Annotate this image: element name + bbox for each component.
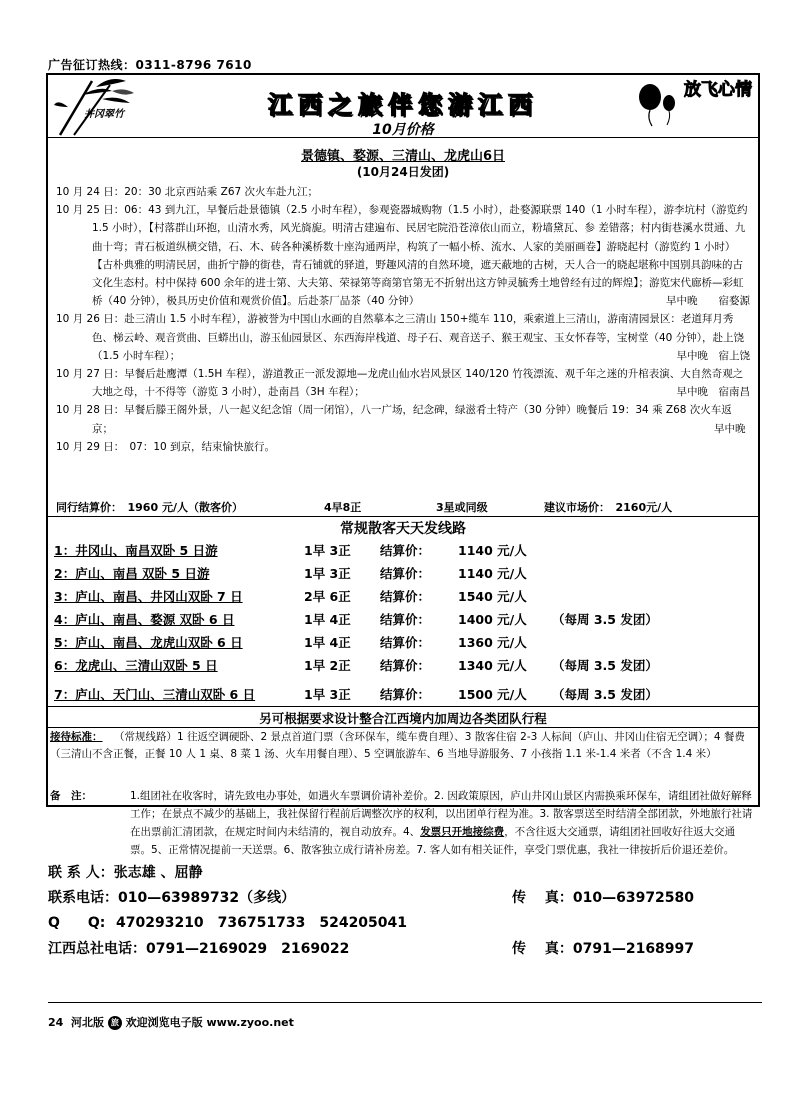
tour-meals: 1早 3正 [304,566,351,581]
tour-price: 1360 元/人 [458,635,527,650]
bamboo-label: 井冈翠竹 [84,109,124,120]
tour-price: 1500 元/人 [458,687,527,702]
meals-lodging: 早中晚 宿南昌 [676,386,750,399]
tour-line [54,610,744,632]
notes-label: 备 注： [50,790,92,802]
meals-lodging: 早中晚 宿上饶 [676,349,750,362]
price-month: 10月价格 [372,122,434,138]
qq-numbers: 470293210 736751733 524205041 [116,915,408,931]
contact-fax: 传 真：010—63972580 [512,890,695,906]
tour-note: （每周 3.5 发团） [552,658,658,673]
ad-hotline: 广告征订热线：0311-8796 7610 [48,58,252,72]
itinerary-day: 10 月 29 日： 07：10 到京，结束愉快旅行。 [56,440,276,453]
divider [48,516,758,517]
itinerary-day: 10 月 26 日：赴三清山 1.5 小时车程），游被誉为中国山水画的自然摹本之三清山 150+缆车 110，乘索道上三清山，游南清园景区：老道拜月秀色、梯云岭、观音赏曲、巨蟒出山，游玉仙园景区、东西海岸栈道、母子石、观音送子、猴王观宝、玉女怀春等，宝树堂（40 分钟），赴上饶（1.5 小时车程）； 早中晚 宿上饶 [56,310,750,365]
tour-meals: 1早 3正 [304,687,351,702]
tour-price: 1140 元/人 [458,566,527,581]
tour-meals: 1早 3正 [304,543,351,558]
itinerary-day: 10 月 28 日：早餐后滕王阁外景，八一起义纪念馆（周一闭馆），八一广场，纪念碑，绿滋肴土特产（30 分钟）晚餐后 19：34 乘 Z68 次火车返京； 早中晚 [56,404,746,435]
tour-price: 1140 元/人 [458,543,527,558]
tour-price-label: 结算价： [380,589,431,604]
tour-name: 5：庐山、南昌、龙虎山双卧 6 日 [54,635,243,650]
invoice-note: 发票只开地接综费 [420,826,505,838]
reception-standard-text: （常规线路）1 往返空调硬卧、2 景点首道门票（含环保车，缆车费自理）、3 散客住宿 2-3 人标间（庐山、井冈山住宿无空调）；4 餐费（三清山不含正餐，正餐 10 人 1 桌、8 菜 1 汤、火车用餐自理）、5 空调旅游车、6 当地导游服务、7 小孩指 1.1 米-1.4 米者（不含 1.4 米） [50,731,745,760]
tour-name: 2：庐山、南昌 双卧 5 日游 [54,566,210,581]
tour-line [54,564,744,586]
qq-label: Q Q: [48,915,106,931]
tour-line [54,541,744,563]
tour-name: 7：庐山、天门山、三清山双卧 6 日 [54,687,256,702]
notes-text: 1.组团社在收客时，请先致电办事处，如遇火车票调价请补差价。2. 因政策原因，庐山井冈山景区内需换乘环保车，请组团社做好解释工作；在景点不减少的基础上，我社保留行程前后调整次序的权利，以出团单行程为准。3. 散客票送至时结清全部团款，外地旅行社请在出票前汇清团款，在规定时间内未结清的，视自动放弃。4、发票只开地接综费，不含往返大交通票，请组团社回收好往返大交通票。5、正常情况提前一天送票。6、散客独立成行请补房差。7. 客人如有相关证件，享受门票优惠，我社一律按折后价退还差价。 [130,790,753,856]
tour-price: 1400 元/人 [458,612,527,627]
tour-line [54,685,744,707]
page-number: 24 [48,1016,64,1029]
jiangxi-fax: 传 真：0791—2168997 [512,941,695,957]
tour-name: 1：井冈山、南昌双卧 5 日游 [54,543,218,558]
tour-price-label: 结算价： [380,543,431,558]
itinerary-day: 10 月 24 日：20：30 北京西站乘 Z67 次火车赴九江； [56,186,319,198]
tour-name: 3：庐山、南昌、井冈山双卧 7 日 [54,589,243,604]
section-title: 常规散客天天发线路 [340,521,466,537]
route-title: 景德镇、婺源、三清山、龙虎山6日 [300,149,506,164]
settlement-hotel-star: 3星或同级 [436,501,488,514]
market-price: 建议市场价： 2160元/人 [544,501,673,514]
tour-price-label: 结算价： [380,612,431,627]
tour-line [54,633,744,655]
route-depart-date: (10月24日发团) [356,165,450,179]
page-title: 江西之旅伴您游江西 [268,91,538,119]
tour-note: （每周 3.5 发团） [552,612,658,627]
custom-tour-banner: 另可根据要求设计整合江西境内加周边各类团队行程 [259,711,547,726]
tour-name: 6：龙虎山、三清山双卧 5 日 [54,658,218,673]
tour-meals: 1早 4正 [304,635,351,650]
tour-price-label: 结算价： [380,566,431,581]
divider [48,727,758,728]
itinerary-day: 10 月 25 日：06：43 到九江，早餐后赴景德镇（2.5 小时车程），参观瓷器城购物（1.5 小时），赴婺源联票 140（1 小时车程），游李坑村（游览约 1.5 小时），【村落群山环抱，山清水秀，风光旖旎。明清古建遍布、民居宅院沿苍漳依山而立，粉墙黛瓦、参 差错落；村内街巷溪水贯通、九曲十弯；青石板道纵横交错，石、木、砖各种溪桥数十座沟通两岸，构筑了一幅小桥、流水、人家的美丽画卷】游晓起村（游览约 1 小时）【古朴典雅的明清民居，曲折宁静的街巷，青石铺就的驿道，野趣风清的自然环境，遮天蔽地的古树，天人合一的晓起堪称中国别具韵味的古文化生态村。村中保持 600 余年的进士第、大夫第、荣禄第等商第官第无不折射出这方钟灵毓秀土地曾经有过的辉煌】；游览宋代廊桥—彩虹桥（40 分钟），极具历史价值和观赏价值】。后赴茶厂品茶（40 分钟） 早中晚 宿婺源 [56,201,750,310]
footer [48,1014,448,1030]
tour-price-label: 结算价： [380,687,431,702]
divider [48,137,758,138]
settlement-meals: 4早8正 [324,501,362,514]
brand-logo-icon: 旅 [108,1016,122,1030]
tour-meals: 2早 6正 [304,589,351,604]
tour-note: （每周 3.5 发团） [552,687,658,702]
balloon-icon [636,81,682,127]
logo-text: 放飞心情 [684,80,752,100]
tour-price-label: 结算价： [380,635,431,650]
tour-price-label: 结算价： [380,658,431,673]
contact-person: 联 系 人：张志雄 、屈静 [48,865,203,881]
website-link[interactable]: 欢迎浏览电子版 www.zyoo.net [125,1016,294,1029]
contact-phone: 联系电话：010—63989732（多线） [48,890,296,906]
content-frame [46,73,760,856]
tour-line [54,587,744,609]
itinerary-day: 10 月 27 日：早餐后赴鹰潭（1.5H 车程），游道教正一派发源地—龙虎山仙水岩风景区 140/120 竹筏漂流、观千年之迷的升棺表演、大自然奇观之大地之母，十不得等（游览 3 小时），赴南昌（3H 车程）； 早中晚 宿南昌 [56,365,750,401]
tour-meals: 1早 2正 [304,658,351,673]
itinerary [56,183,750,456]
tour-line [54,656,744,678]
tour-meals: 1早 4正 [304,612,351,627]
meals-lodging: 早中晚 宿婺源 [666,295,750,308]
tour-price: 1340 元/人 [458,658,527,673]
tour-name: 4：庐山、南昌、婺源 双卧 6 日 [54,612,235,627]
tour-price: 1540 元/人 [458,589,527,604]
jiangxi-phone: 江西总社电话：0791—2169029 2169022 [48,941,350,957]
settlement-price: 同行结算价： 1960 元/人（散客价） [56,501,243,514]
footer-divider [48,1002,762,1003]
edition-label: 河北版 [70,1016,104,1029]
reception-standard-label: 接待标准： [50,731,103,743]
